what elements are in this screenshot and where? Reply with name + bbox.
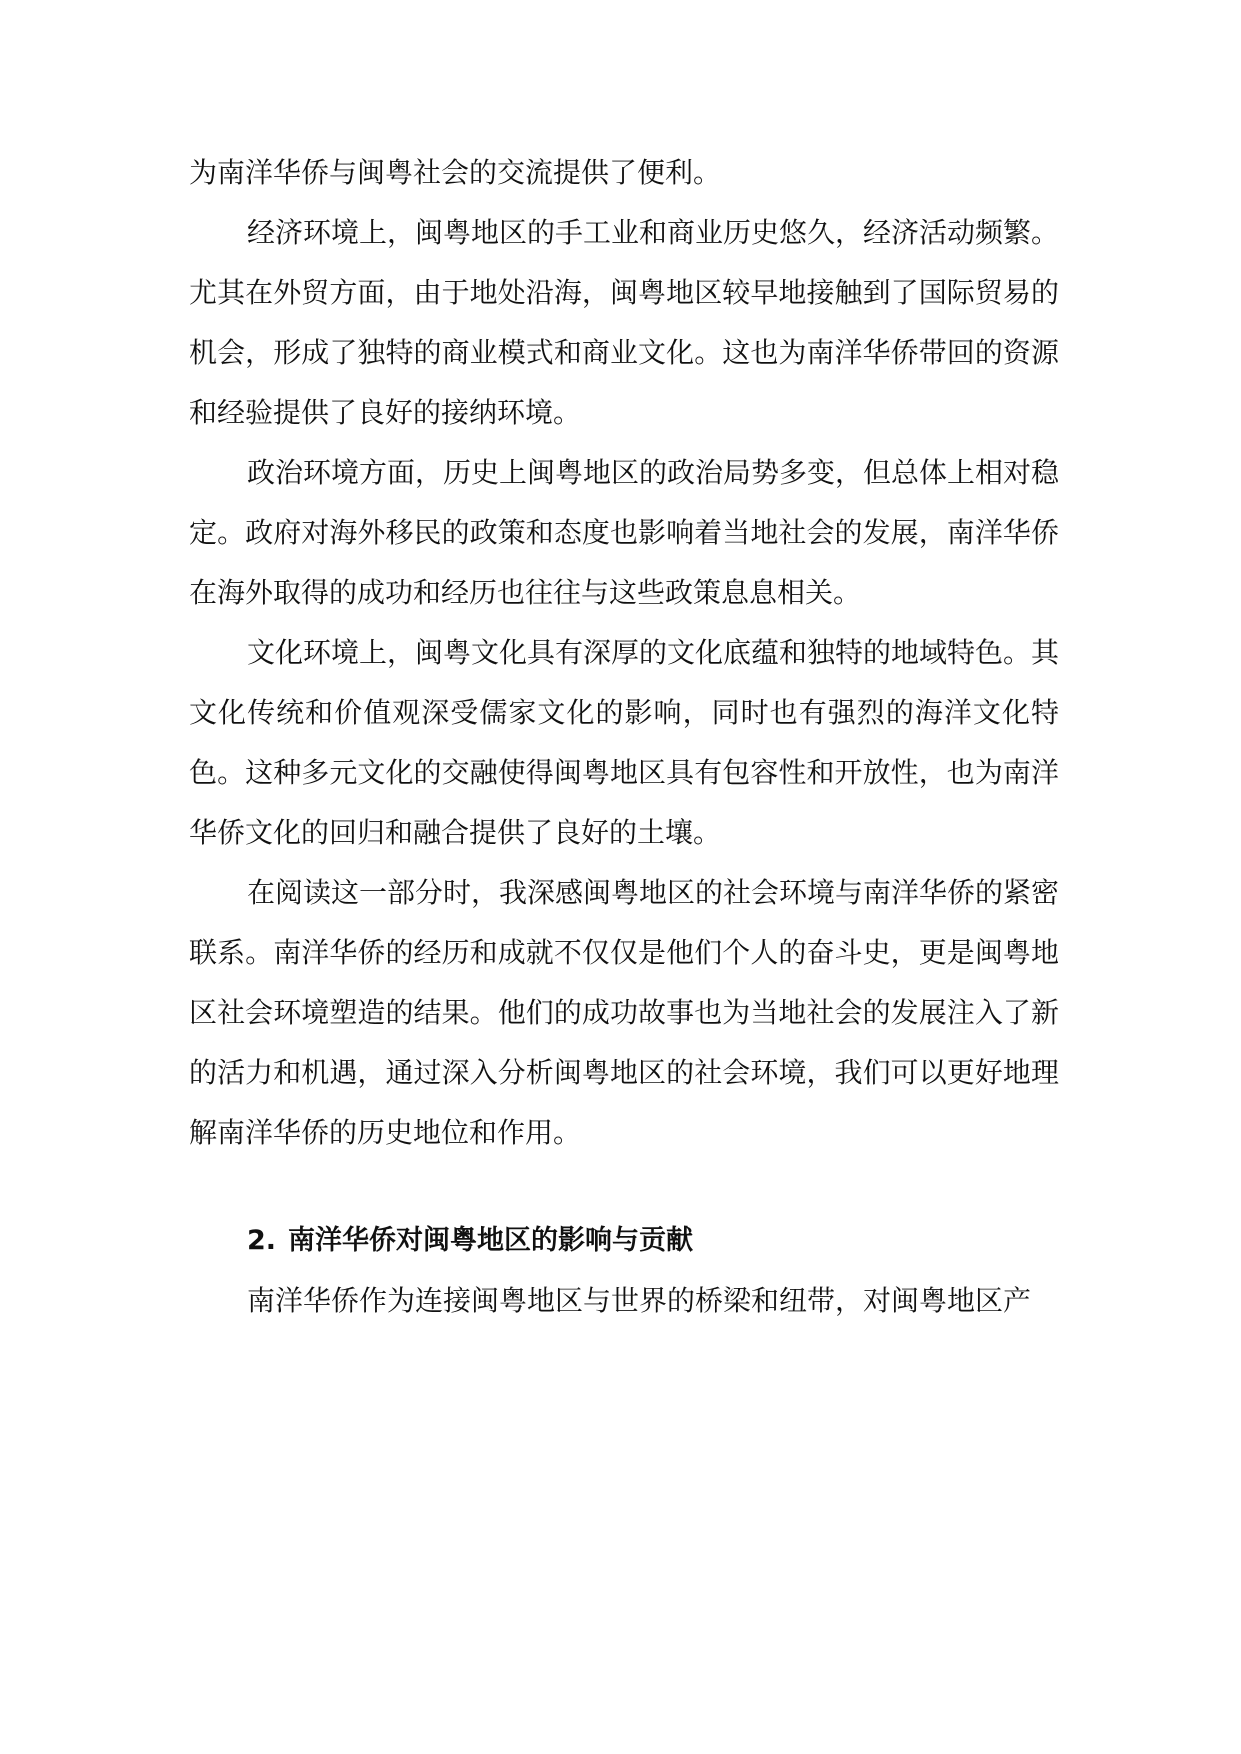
- paragraph-section-intro: 南洋华侨作为连接闽粤地区与世界的桥梁和纽带，对闽粤地区产: [247, 1284, 1032, 1317]
- paragraph-reflection: 在阅读这一部分时，我深感闽粤地区的社会环境与南洋华侨的紧密联系。南洋华侨的经历和成就不仅仅是他们个人的奋斗史，更是闽粤地区社会环境塑造的结果。他们的成功故事也为当地社会的发展注入了新的活力和机遇，通过深入分析闽粤地区的社会环境，我们可以更好地理解南洋华侨的历史地位和作用。: [189, 876, 1060, 1149]
- section-number: 2.: [247, 1225, 277, 1256]
- paragraph-economic-environment: 经济环境上，闽粤地区的手工业和商业历史悠久，经济活动频繁。尤其在外贸方面，由于地处沿海，闽粤地区较早地接触到了国际贸易的机会，形成了独特的商业模式和商业文化。这也为南洋华侨带回的资源和经验提供了良好的接纳环境。: [189, 216, 1060, 429]
- section-heading: [189, 1211, 1059, 1271]
- paragraph-cultural-environment: 文化环境上，闽粤文化具有深厚的文化底蕴和独特的地域特色。其文化传统和价值观深受儒家文化的影响，同时也有强烈的海洋文化特色。这种多元文化的交融使得闽粤地区具有包容性和开放性，也为南洋华侨文化的回归和融合提供了良好的土壤。: [189, 636, 1060, 849]
- paragraph-political-environment: 政治环境方面，历史上闽粤地区的政治局势多变，但总体上相对稳定。政府对海外移民的政策和态度也影响着当地社会的发展，南洋华侨在海外取得的成功和经历也往往与这些政策息息相关。: [189, 456, 1060, 609]
- paragraph-continuation: 为南洋华侨与闽粤社会的交流提供了便利。: [189, 156, 722, 189]
- section-title: 南洋华侨对闽粤地区的影响与贡献: [288, 1225, 694, 1256]
- document-body: [189, 143, 1059, 1331]
